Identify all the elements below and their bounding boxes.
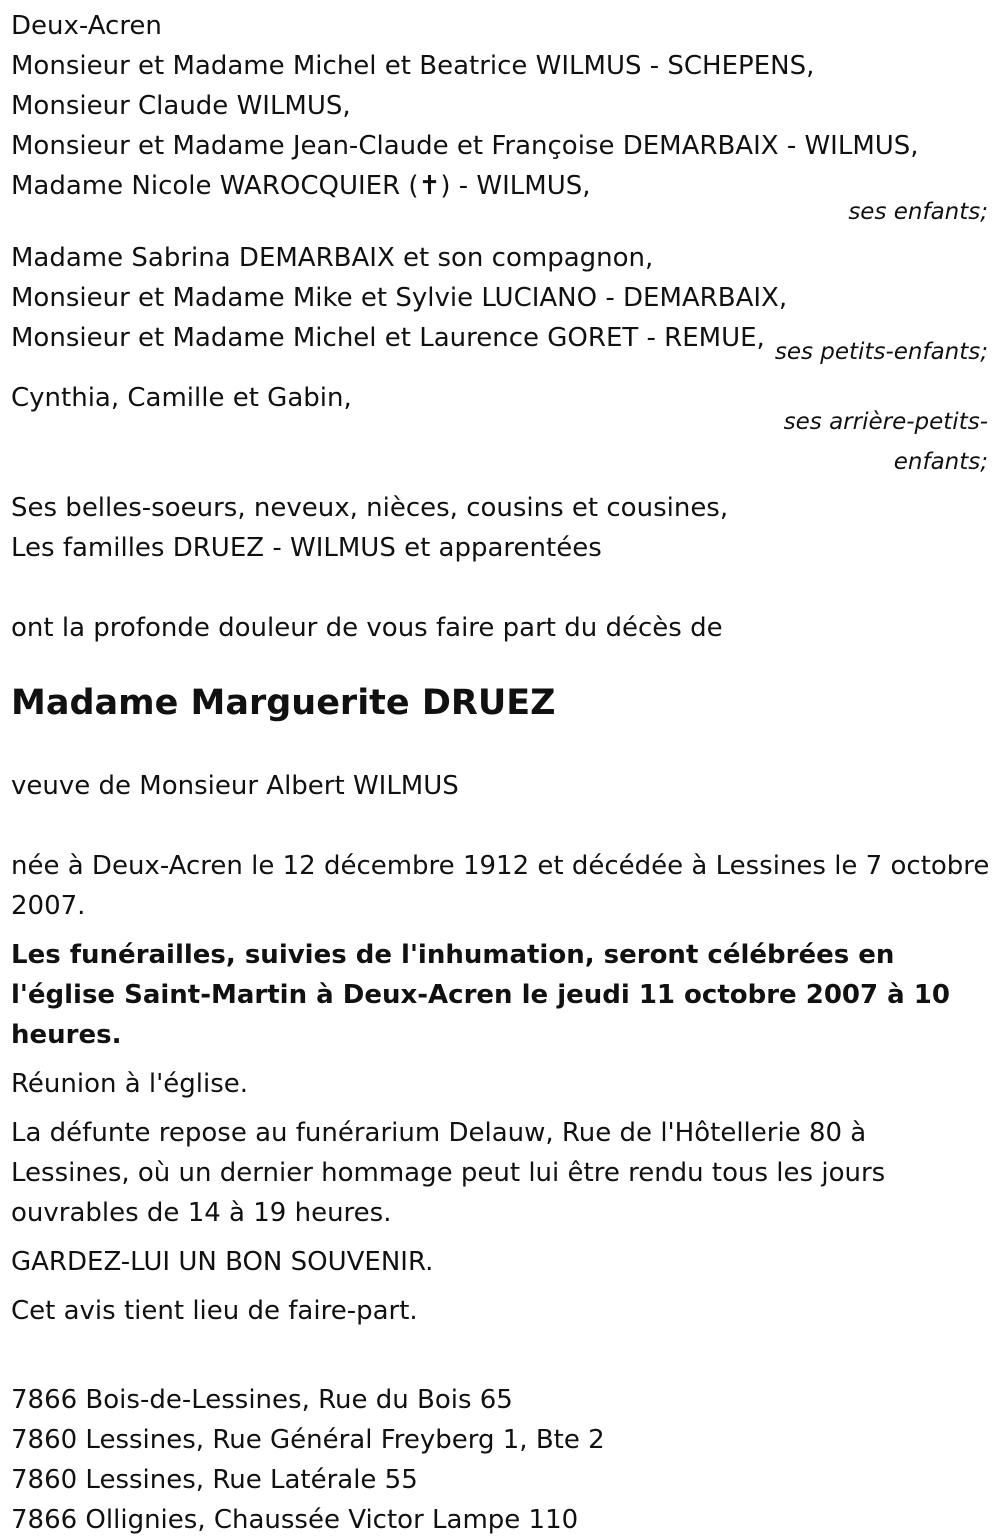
address-entry: 7860 Lessines, Rue Général Freyberg 1, Bte 2 [11,1425,605,1455]
deceased-name: Madame Marguerite DRUEZ [11,683,556,723]
grandchild-entry: Monsieur et Madame Michel et Laurence GORET - REMUE, [11,323,765,353]
grandchild-entry: Monsieur et Madame Mike et Sylvie LUCIANO - DEMARBAIX, [11,283,788,313]
grandchildren-role: ses petits-enfants; [774,339,988,365]
child-entry: Monsieur Claude WILMUS, [11,91,351,121]
announcement: ont la profonde douleur de vous faire part du décès de [11,613,723,643]
child-entry: Monsieur et Madame Jean-Claude et Françoise DEMARBAIX - WILMUS, [11,131,919,161]
widow-of: veuve de Monsieur Albert WILMUS [11,771,459,801]
location: Deux-Acren [11,11,162,41]
meeting-place: Réunion à l'église. [11,1069,249,1099]
repose-details: La défunte repose au funérarium Delauw, Rue de l'Hôtellerie 80 à Lessines, où un dernier hommage peut lui être rendu tous les jours ouvrables de 14 à 19 heures. [11,1118,886,1228]
relatives-entry: Les familles DRUEZ - WILMUS et apparentées [11,533,602,563]
relatives-list [11,488,990,568]
children-list [11,46,990,206]
remember-message: GARDEZ-LUI UN BON SOUVENIR. [11,1247,434,1277]
notice-text: Cet avis tient lieu de faire-part. [11,1296,418,1326]
address-entry: 7860 Lessines, Rue Latérale 55 [11,1465,418,1495]
children-role: ses enfants; [848,199,988,225]
child-entry: Madame Nicole WAROCQUIER (✝) - WILMUS, [11,171,591,201]
grandchild-entry: Madame Sabrina DEMARBAIX et son compagnon, [11,243,654,273]
child-entry: Monsieur et Madame Michel et Beatrice WILMUS - SCHEPENS, [11,51,815,81]
relatives-entry: Ses belles-soeurs, neveux, nièces, cousins et cousines, [11,493,729,523]
birth-death-dates: née à Deux-Acren le 12 décembre 1912 et décédée à Lessines le 7 octobre 2007. [11,851,990,921]
great-grandchildren: Cynthia, Camille et Gabin, [11,383,352,413]
address-entry: 7866 Ollignies, Chaussée Victor Lampe 110 [11,1505,579,1535]
addresses-list [11,1380,990,1540]
great-grandchildren-role: ses arrière-petits-enfants; [783,409,988,475]
funeral-details: Les funérailles, suivies de l'inhumation, seront célébrées en l'église Saint-Martin à Deux-Acren le jeudi 11 octobre 2007 à 10 heures. [11,940,950,1050]
address-entry: 7866 Bois-de-Lessines, Rue du Bois 65 [11,1385,513,1415]
